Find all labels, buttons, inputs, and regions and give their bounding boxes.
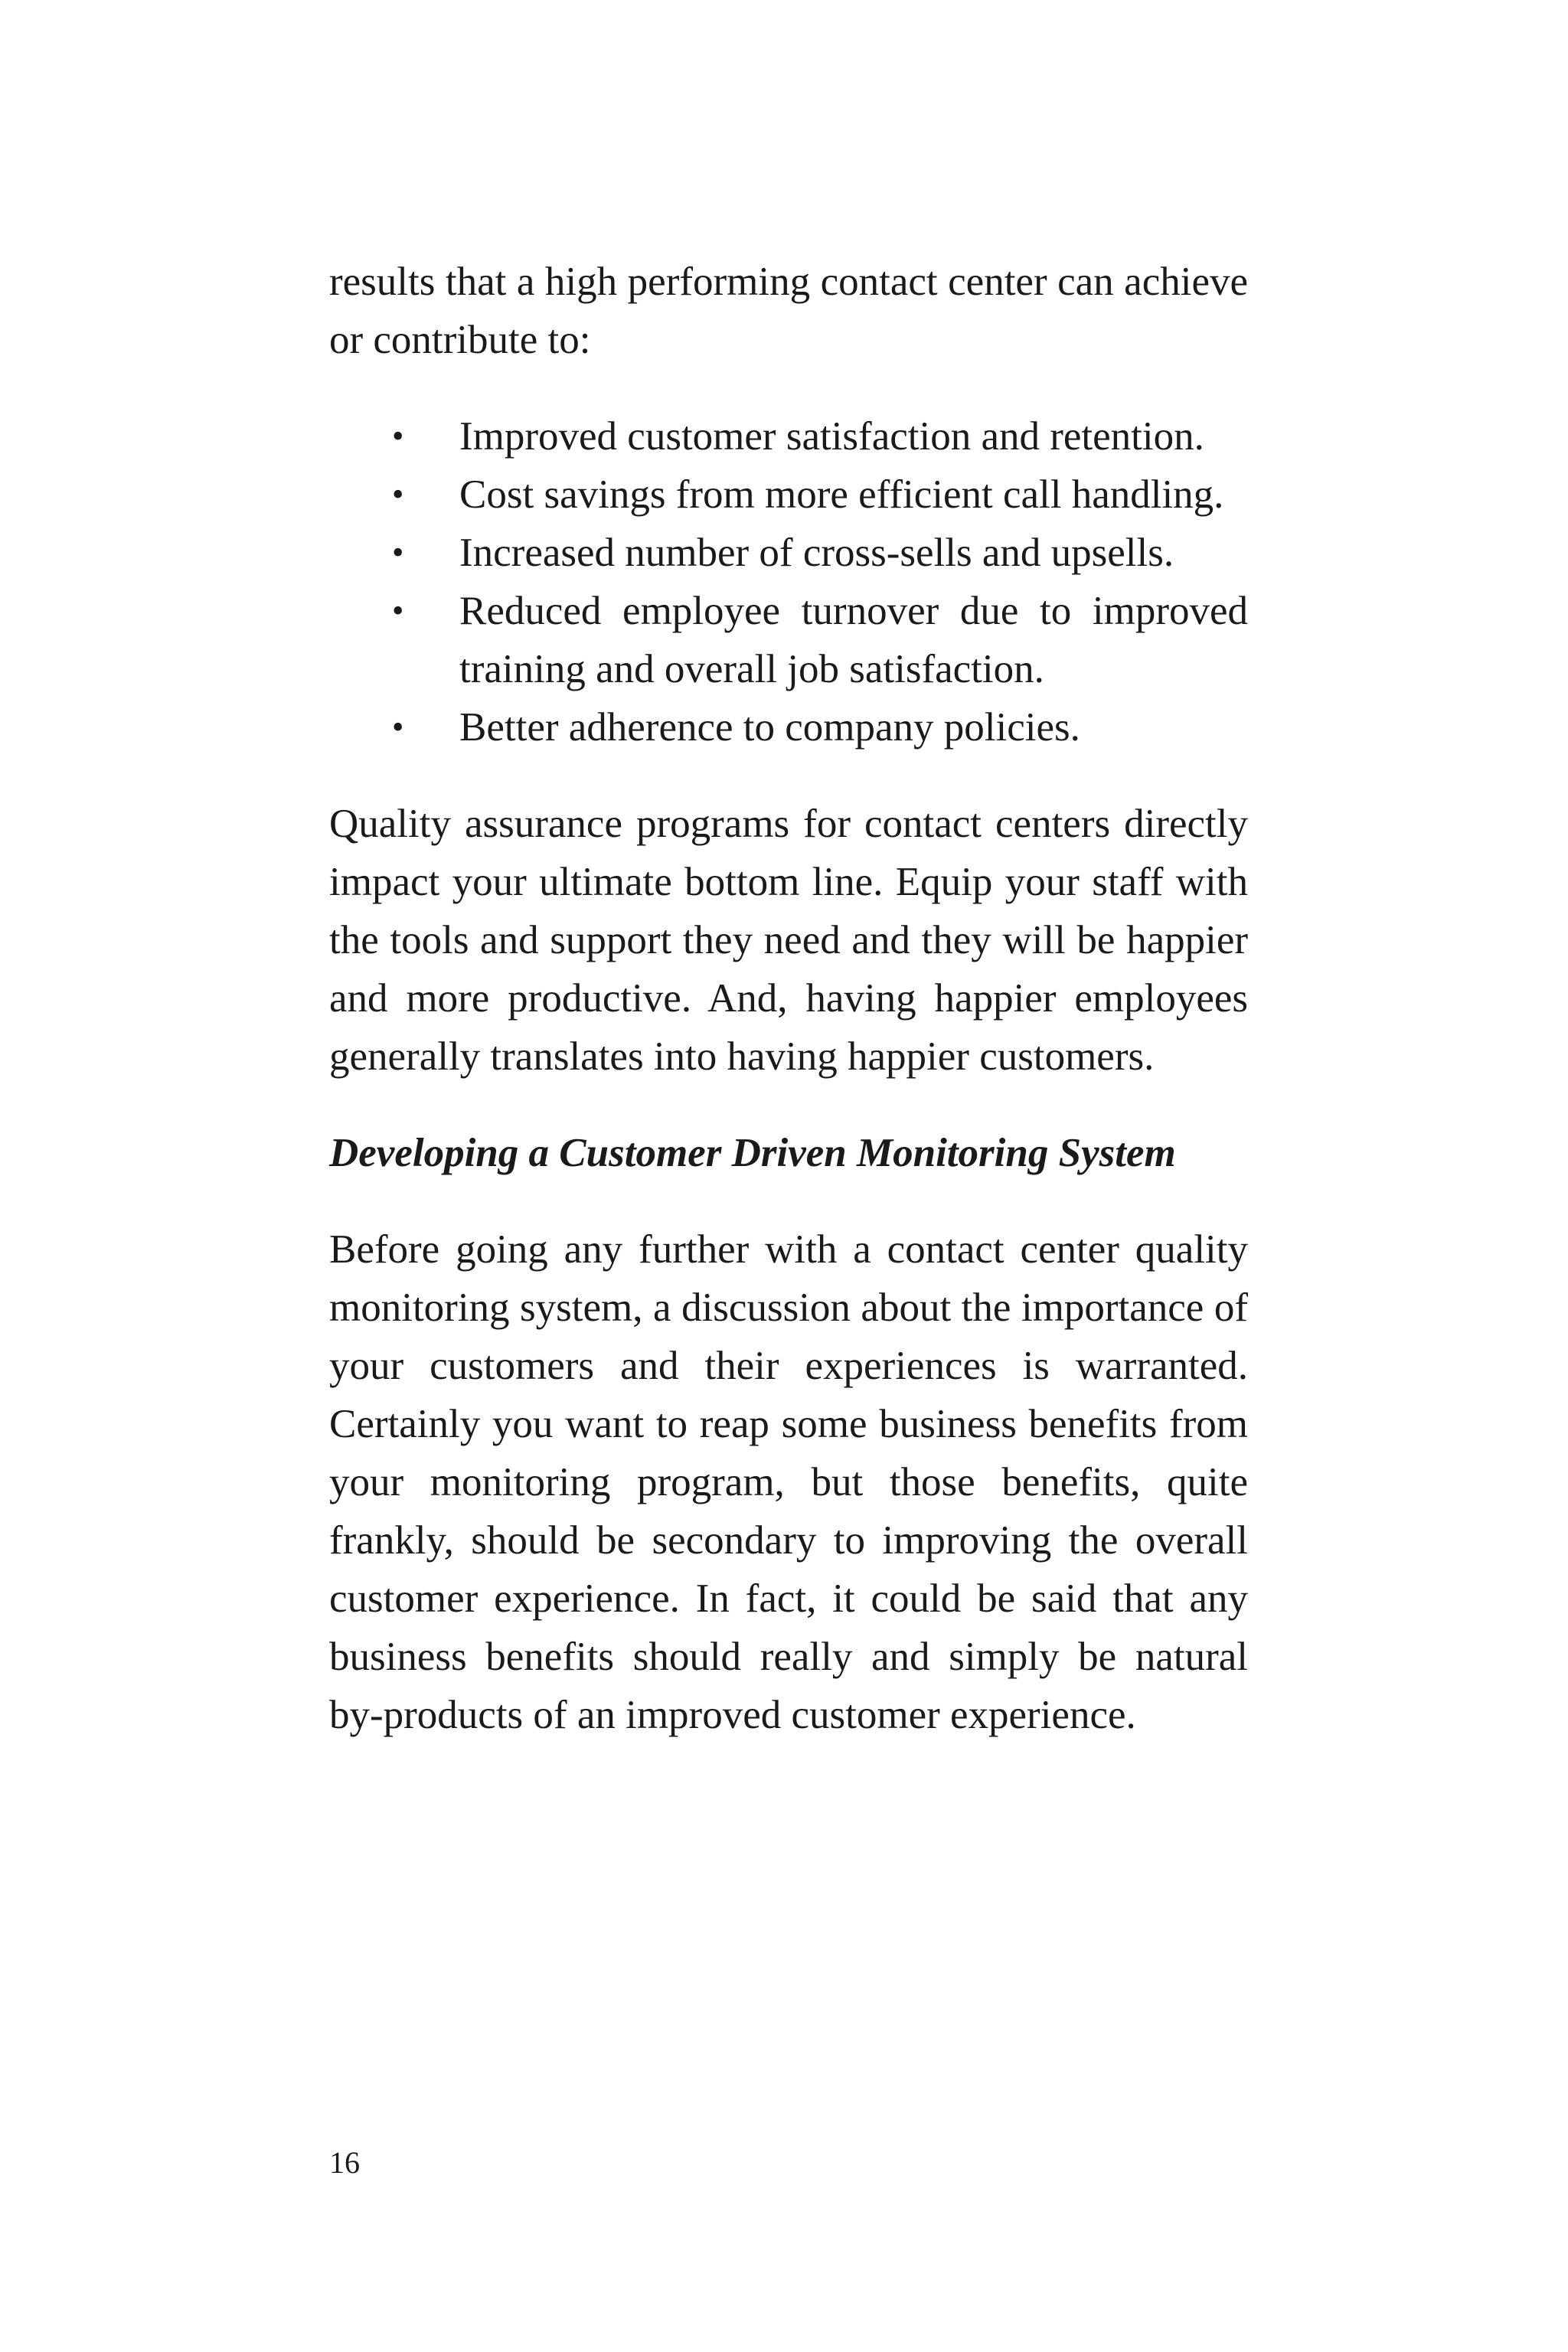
paragraph-monitoring-system: Before going any further with a contact center quality monitoring system, a discussion about the importance of your customers and their experiences is warranted. Certainly you want to reap some business benefits from your monitoring program, but those benefits, quite frankly, should be secondary to improving the overall customer experience. In fact, it could be said that any business benefits should really and simply be natural by-products of an improved customer experience.: [329, 1227, 1248, 1737]
intro-text: results that a high performing contact center can achieve or contribute to:: [329, 260, 1248, 362]
list-item: [329, 698, 1248, 756]
list-item: [329, 407, 1248, 466]
list-item-text: Improved customer satisfaction and retention.: [459, 414, 1204, 459]
list-item-text: Cost savings from more efficient call handling.: [459, 472, 1224, 517]
page-body: [329, 253, 1248, 1782]
list-item: [329, 582, 1248, 698]
benefits-list: [329, 407, 1248, 756]
page-number: 16: [329, 2145, 360, 2180]
bullet-icon: •: [392, 708, 404, 746]
bullet-icon: •: [392, 417, 404, 455]
bullet-icon: •: [392, 592, 404, 629]
list-item-text: Increased number of cross-sells and upsells.: [459, 531, 1174, 575]
list-item-text: Better adherence to company policies.: [459, 705, 1080, 750]
list-item: [329, 524, 1248, 582]
list-item: [329, 466, 1248, 524]
paragraph-quality-assurance: Quality assurance programs for contact centers directly impact your ultimate bottom line. Equip your staff with the tools and support they need and they will be happier and more productive. And, having happier employees generally translates into having happier customers.: [329, 802, 1248, 1079]
bullet-icon: •: [392, 534, 404, 571]
list-item-text: Reduced employee turnover due to improved training and overall job satisfaction.: [459, 589, 1248, 691]
bullet-icon: •: [392, 475, 404, 513]
section-heading: Developing a Customer Driven Monitoring System: [329, 1131, 1176, 1175]
